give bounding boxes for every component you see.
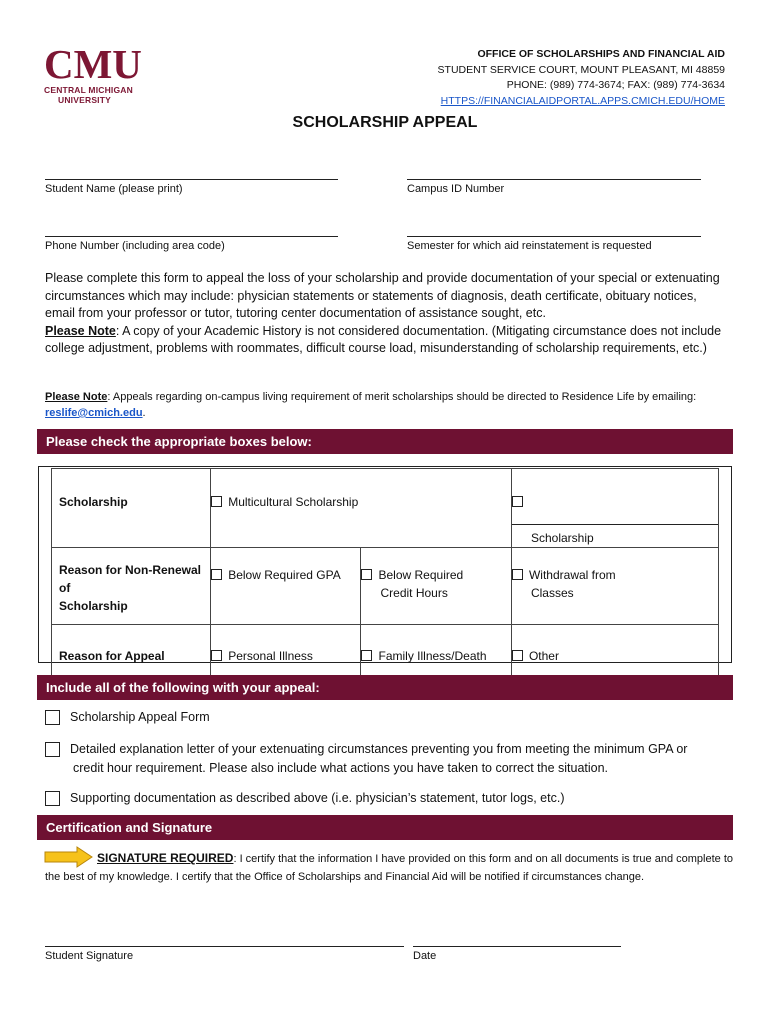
instructions-text: Please complete this form to appeal the loss of your scholarship and provide documentation of your special or extenuating circumstances which may include: physician statements or statements of diagnosis, death certificate, obituary notices, email from your professor or tutor, tutoring center documentation of assistance sought, etc. <box>45 271 720 320</box>
form-title: SCHOLARSHIP APPEAL <box>292 114 478 131</box>
checkbox[interactable] <box>45 791 60 806</box>
non-renewal-row-label <box>52 548 211 625</box>
include-item-appeal-form[interactable] <box>45 708 735 727</box>
signature-required-label: SIGNATURE REQUIRED <box>97 851 234 865</box>
please-note-text: : A copy of your Academic History is not considered documentation. (Mitigating circumstance does not include college adjustment, problems with roommates, difficult course load, misunderstanding of scholarship requirements, etc.) <box>45 323 722 355</box>
multicultural-scholarship-option[interactable] <box>211 469 512 548</box>
cmu-logo <box>44 41 144 105</box>
below-gpa-label: Below Required GPA <box>228 568 341 582</box>
date-field[interactable] <box>413 946 621 962</box>
personal-illness-label: Personal Illness <box>228 649 313 663</box>
checkbox[interactable] <box>211 650 222 661</box>
student-signature-field[interactable] <box>45 946 404 962</box>
non-renewal-label-line1: Reason for Non-Renewal of <box>59 563 202 595</box>
include-item-explanation-letter[interactable] <box>45 740 735 778</box>
reslife-email-link[interactable]: reslife@cmich.edu <box>45 407 143 419</box>
scholarship-name-blank[interactable] <box>512 514 718 525</box>
office-name: OFFICE OF SCHOLARSHIPS AND FINANCIAL AID <box>477 48 725 60</box>
non-renewal-label-line2: Scholarship <box>59 599 128 613</box>
checkbox-table <box>51 468 719 691</box>
campus-id-label: Campus ID Number <box>407 183 505 195</box>
student-signature-label: Student Signature <box>45 950 134 962</box>
phone-line <box>45 236 338 237</box>
below-gpa-option[interactable] <box>211 548 361 625</box>
instructions-paragraph <box>45 270 730 358</box>
include-item-appeal-form-label: Scholarship Appeal Form <box>70 710 210 724</box>
withdrawal-label-2: Classes <box>530 586 574 600</box>
checkbox[interactable] <box>45 742 60 757</box>
semester-field[interactable] <box>407 236 701 252</box>
withdrawal-label-1: Withdrawal from <box>528 568 616 582</box>
reason-for-appeal-label: Reason for Appeal <box>52 625 211 691</box>
phone-field[interactable] <box>45 236 338 252</box>
residence-life-end: . <box>142 407 146 419</box>
student-name-field[interactable] <box>45 179 338 195</box>
checkbox[interactable] <box>45 710 60 725</box>
certification-statement: : I certify that the information I have provided on this form and on all documents is true and complete to the best of my knowledge. I certify that the Office of Scholarships and Financial Aid will be notified if circumstances change. <box>45 853 733 883</box>
checkbox[interactable] <box>512 496 523 507</box>
checkbox[interactable] <box>512 569 523 580</box>
below-credit-hours-label-2: Credit Hours <box>380 586 448 600</box>
family-illness-label: Family Illness/Death <box>378 649 487 663</box>
below-credit-hours-label-1: Below Required <box>378 568 464 582</box>
multicultural-scholarship-label: Multicultural Scholarship <box>228 495 359 509</box>
other-scholarship-option[interactable] <box>511 469 718 548</box>
checkbox[interactable] <box>211 569 222 580</box>
student-name-label: Student Name (please print) <box>45 183 183 195</box>
checkbox[interactable] <box>512 650 523 661</box>
student-name-line <box>45 179 338 180</box>
scholarship-caption: Scholarship <box>530 531 594 545</box>
logo-subtitle-line2: UNIVERSITY <box>58 95 112 105</box>
residence-life-text: : Appeals regarding on-campus living requirement of merit scholarships should be directed to Residence Life by emailing: <box>107 391 697 403</box>
non-renewal-row <box>52 548 719 625</box>
date-label: Date <box>413 950 437 962</box>
office-phone-fax: PHONE: (989) 774-3674; FAX: (989) 774-3634 <box>506 79 725 91</box>
residence-life-note <box>45 389 730 421</box>
checkbox[interactable] <box>361 650 372 661</box>
logo-wordmark: CMU <box>44 41 142 87</box>
scholarship-row <box>52 469 719 548</box>
section-certification-heading: Certification and Signature <box>37 815 733 840</box>
other-reason-label: Other <box>528 649 559 663</box>
please-note-label: Please Note <box>45 323 116 338</box>
include-item-supporting-docs[interactable] <box>45 789 735 808</box>
include-item-explanation-line2: credit hour requirement. Please also include what actions you have taken to correct the situation. <box>73 761 609 775</box>
campus-id-line <box>407 179 701 180</box>
semester-label: Semester for which aid reinstatement is requested <box>407 240 652 252</box>
date-line <box>413 946 621 947</box>
section-include-heading: Include all of the following with your appeal: <box>37 675 733 700</box>
logo-subtitle-line1: CENTRAL MICHIGAN <box>44 85 133 95</box>
withdrawal-option[interactable] <box>511 548 718 625</box>
student-signature-line <box>45 946 404 947</box>
checkbox[interactable] <box>361 569 372 580</box>
please-note-label-2: Please Note <box>45 391 108 403</box>
office-address: STUDENT SERVICE COURT, MOUNT PLEASANT, MI 48859 <box>437 63 725 76</box>
section-check-boxes-heading: Please check the appropriate boxes below: <box>37 429 733 454</box>
below-credit-hours-option[interactable] <box>361 548 511 625</box>
campus-id-field[interactable] <box>407 179 701 195</box>
include-item-supporting-docs-label: Supporting documentation as described above (i.e. physician’s statement, tutor logs, etc.) <box>70 791 565 805</box>
office-header <box>438 47 725 109</box>
scholarship-row-label: Scholarship <box>52 469 211 548</box>
semester-line <box>407 236 701 237</box>
include-item-explanation-line1: Detailed explanation letter of your extenuating circumstances preventing you from meeting the minimum GPA or <box>70 742 688 756</box>
checkbox[interactable] <box>211 496 222 507</box>
certification-text <box>45 849 735 886</box>
phone-label: Phone Number (including area code) <box>45 240 225 252</box>
office-website-link[interactable]: HTTPS://FINANCIALAIDPORTAL.APPS.CMICH.EDU/HOME <box>440 94 725 107</box>
